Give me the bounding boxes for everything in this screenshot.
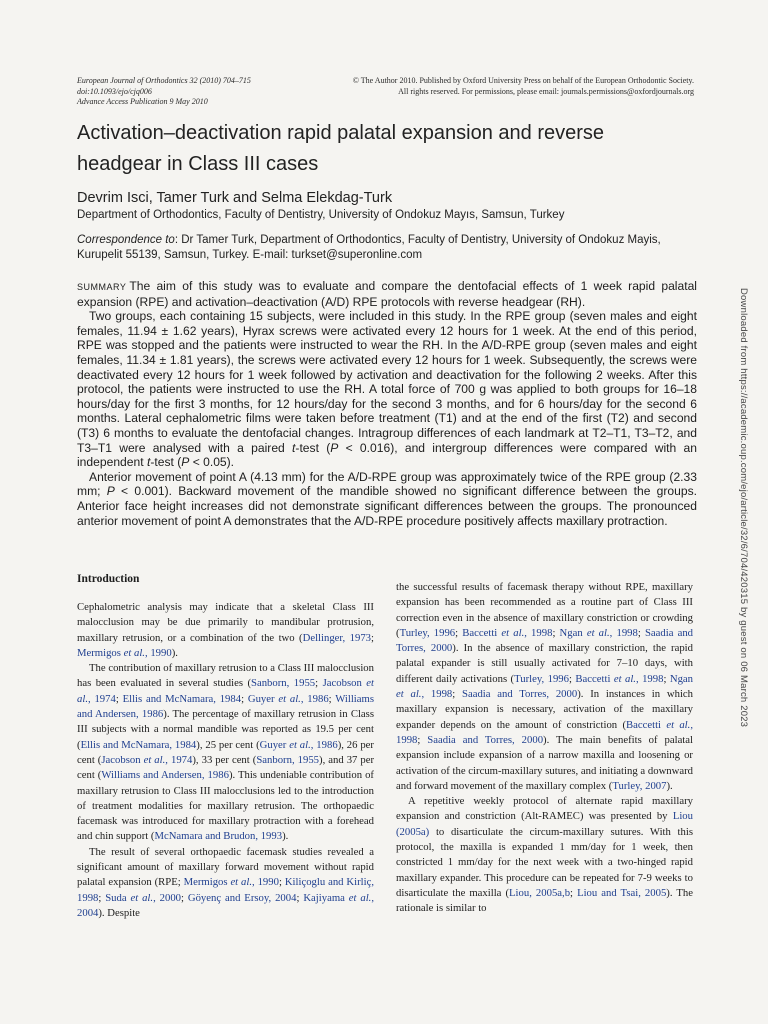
citation-link[interactable]: Ellis and McNamara, 1984	[122, 692, 242, 705]
journal-masthead	[77, 76, 251, 108]
citation-link[interactable]: Saadia and Torres, 2000	[427, 733, 544, 746]
citation-link[interactable]: Guyer et al., 1986	[259, 738, 338, 751]
article-title-line-1: Activation–deactivation rapid palatal expansion and reverse	[77, 122, 605, 144]
article-title-line-2: headgear in Class III cases	[77, 153, 319, 175]
body-paragraph: The result of several orthopaedic facemask studies revealed a significant amount of maxillary forward movement without rapid palatal expansion (RPE; Mermigos et al., 1990; Kiliçoglu and Kirliç, 1998; Suda et al., 2000; Göyenç and Ersoy, 2004; Kajiyama et al., 2004). Despite	[77, 845, 375, 919]
abstract-p1-text: The aim of this study was to evaluate and compare the dentofacial effects of 1 week rapid palatal expansion (RPE) and activation–deactivation (A/D) RPE protocols with reverse headgear (RH).	[77, 279, 697, 309]
body-paragraph: the successful results of facemask therapy without RPE, maxillary expansion has been recommended as a routine part of Class III correction even in the absence of maxillary constriction or crowding (Turley, 1996; Baccetti et al., 1998; Ngan et al., 1998; Saadia and Torres, 2000). In the absence of maxillary constriction, the rapid palatal expander is still usually activated for 7–10 days, with different daily activations (Turley, 1996; Baccetti et al., 1998; Ngan et al., 1998; Saadia and Torres, 2000). In instances in which maxillary expansion is necessary, activation of the maxillary expander depends on the amount of constriction (Baccetti et al., 1998; Saadia and Torres, 2000). The main benefits of palatal expansion include expansion of a narrow maxilla and loosening or activation of the circum-maxillary sutures, and initiating a downward and forward movement of the maxillary complex (Turley, 2007).	[396, 581, 694, 792]
abstract-t-symbol: t	[292, 440, 296, 455]
abstract-paragraph-2	[77, 309, 697, 470]
citation-link[interactable]: McNamara and Brudon, 1993	[154, 830, 283, 843]
body-paragraph: The contribution of maxillary retrusion to a Class III malocclusion has been evaluated in several studies (Sanborn, 1955; Jacobson et al., 1974; Ellis and McNamara, 1984; Guyer et al., 1986; Williams and Andersen, 1986). The percentage of maxillary retrusion in Class III subjects with a normal mandible was reported as 19.5 per cent (Ellis and McNamara, 1984), 25 per cent (Guyer et al., 1986), 26 per cent (Jacobson et al., 1974), 33 per cent (Sanborn, 1955), and 37 per cent (Williams and Andersen, 1986). This undeniable contribution of maxillary retrusion to Class III malocclusions led to the introduction of treatment modalities for maxillary retrusion. The orthopaedic facemask was introduced for maxillary protraction with a forehead and chin support (McNamara and Brudon, 1993).	[77, 662, 375, 843]
body-paragraph: A repetitive weekly protocol of alternate rapid maxillary expansion and constriction (Alt-RAMEC) was presented by Liou (2005a) to disarticulate the circum-maxillary sutures. With this protocol, the maxilla is expanded 1 mm/day for 1 week, then constricted 1 mm/day for the next week with a two-hinged rapid maxillary expander. This procedure can be repeated for 7-9 weeks to disarticulate the maxilla (Liou, 2005a,b; Liou and Tsai, 2005). The rationale is similar to	[396, 795, 693, 915]
citation-link[interactable]: Turley, 2007	[612, 779, 667, 792]
body-column-right	[396, 580, 693, 917]
abstract-t-symbol: t	[146, 455, 151, 470]
section-heading-introduction: Introduction	[77, 573, 140, 585]
abstract-p-symbol: P	[106, 484, 115, 499]
citation-link[interactable]: Liou, 2005a,b	[509, 886, 571, 899]
abstract-p2-text: < 0.016), and intergroup differences were compared with an independent	[77, 440, 697, 470]
citation-link[interactable]: Göyenç and Ersoy, 2004	[187, 891, 297, 904]
citation-link[interactable]: Baccetti et al., 1998	[575, 672, 664, 685]
citation-link[interactable]: Kajiyama et al., 2004	[77, 891, 375, 919]
abstract-p2-text: -test (	[295, 440, 331, 455]
citation-link[interactable]: Sanborn, 1955	[251, 677, 316, 690]
summary-label: SUMMARY	[77, 282, 127, 292]
citation-link[interactable]: Turley, 1996	[514, 672, 569, 685]
citation-link[interactable]: Jacobson et al., 1974	[101, 753, 193, 766]
citation-link[interactable]: Mermigos et al., 1990	[183, 876, 279, 889]
article-title	[77, 118, 687, 180]
abstract-p3-text: Anterior movement of point A (4.13 mm) for the A/D-RPE group was approximately twice of the RPE group (2.33 mm;	[77, 469, 697, 499]
citation-link[interactable]: Ngan et al., 1998	[396, 672, 694, 701]
correspondence-label: Correspondence to	[77, 234, 175, 246]
citation-link[interactable]: Suda et al., 2000	[105, 891, 182, 904]
doi-line: doi:10.1093/ejo/cjq006	[77, 86, 152, 96]
citation-link[interactable]: Mermigos et al., 1990	[77, 646, 172, 659]
copyright-line-1: © The Author 2010. Published by Oxford University Press on behalf of the European Orthodontic Society.	[352, 76, 694, 85]
citation-link[interactable]: Kiliçoglu and Kirliç, 1998	[77, 876, 375, 904]
citation-link[interactable]: Saadia and Torres, 2000	[396, 626, 694, 655]
citation-link[interactable]: Ngan et al., 1998	[559, 626, 638, 639]
citation-link[interactable]: Guyer et al., 1986	[247, 692, 329, 705]
citation-link[interactable]: Liou and Tsai, 2005	[577, 886, 667, 899]
citation-link[interactable]: Baccetti et al., 1998	[462, 626, 553, 639]
copyright-line-2: All rights reserved. For permissions, please email: journals.permissions@oxfordjournals.org	[398, 86, 694, 96]
citation-link[interactable]: Sanborn, 1955	[256, 753, 320, 766]
copyright-notice	[344, 76, 694, 97]
citation-link[interactable]: Baccetti et al., 1998	[396, 718, 693, 746]
citation-link[interactable]: Liou (2005a)	[396, 810, 693, 838]
citation-link[interactable]: Williams and Andersen, 1986	[77, 692, 374, 721]
correspondence	[77, 233, 697, 263]
abstract-p-symbol: P	[330, 440, 339, 455]
abstract-p3-text: < 0.001). Backward movement of the mandible showed no significant difference between the groups. Anterior face height increases did not demonstrate significant differences between the groups. The pronounced anterior movement of point A demonstrates that the A/D-RPE procedure positively affects maxillary protraction.	[77, 484, 698, 528]
citation-link[interactable]: Williams and Andersen, 1986	[101, 769, 229, 782]
access-date-line: Advance Access Publication 9 May 2010	[77, 97, 208, 106]
abstract-p2-text: -test (	[150, 455, 182, 470]
citation-link[interactable]: Turley, 1996	[399, 626, 456, 639]
abstract-paragraph-3	[77, 470, 697, 528]
abstract-p2-text: < 0.05).	[189, 455, 235, 470]
citation-link[interactable]: Ellis and McNamara, 1984	[80, 738, 197, 751]
correspondence-text: : Dr Tamer Turk, Department of Orthodontics, Faculty of Dentistry, University of Ondokuz Mayis, Kurupelit 55139, Samsun, Turkey. E-mail: turkset@superonline.com	[77, 234, 661, 261]
abstract-paragraph-1	[77, 279, 697, 309]
citation-link[interactable]: Jacobson et al., 1974	[77, 677, 374, 705]
author-list: Devrim Isci, Tamer Turk and Selma Elekdag-Turk	[77, 190, 393, 206]
affiliation: Department of Orthodontics, Faculty of Dentistry, University of Ondokuz Mayıs, Samsun, Turkey	[77, 209, 565, 221]
body-paragraph: Cephalometric analysis may indicate that a skeletal Class III malocclusion may be due primarily to mandibular protrusion, maxillary retrusion, or a combination of the two (Dellinger, 1973; Mermigos et al., 1990).	[77, 601, 374, 659]
citation-link[interactable]: Dellinger, 1973	[302, 631, 372, 644]
abstract	[77, 279, 697, 528]
citation-link[interactable]: Saadia and Torres, 2000	[462, 688, 578, 701]
abstract-p-symbol: P	[181, 455, 190, 470]
body-column-left	[77, 572, 374, 921]
download-watermark: Downloaded from https://academic.oup.com/ejo/article/32/6/704/420315 by guest on 06 March 2023	[738, 288, 749, 728]
journal-citation: European Journal of Orthodontics 32 (2010) 704–715	[77, 76, 251, 85]
abstract-p2-text: Two groups, each containing 15 subjects, were included in this study. In the RPE group (seven males and eight females, 11.94 ± 1.62 years), Hyrax screws were activated every 12 hours for 1 week. At the end of this period, RPE was stopped and the patients were instructed to wear the RH. In the A/D-RPE group (seven males and eight females, 11.34 ± 1.81 years), the screws were activated every 12 hours for 1 week. Subsequently, the screws were deactivated every 12 hours for 1 week followed by activation and deactivation for the following 2 weeks. After this protocol, the patients were instructed to use the RH. A total force of 700 g was applied to both groups for 16–18 hours/day for the first 3 months, for 12 hours/day for the second 3 months, and for 6 hours/day for the second 6 months. Lateral cephalometric films were taken before treatment (T1) and at the end of the first (T2) and second (T3) 6 months to evaluate the dentofacial changes. Intragroup differences of each landmark at T2–T1, T3–T2, and T3–T1 were analysed with a paired	[77, 309, 697, 455]
